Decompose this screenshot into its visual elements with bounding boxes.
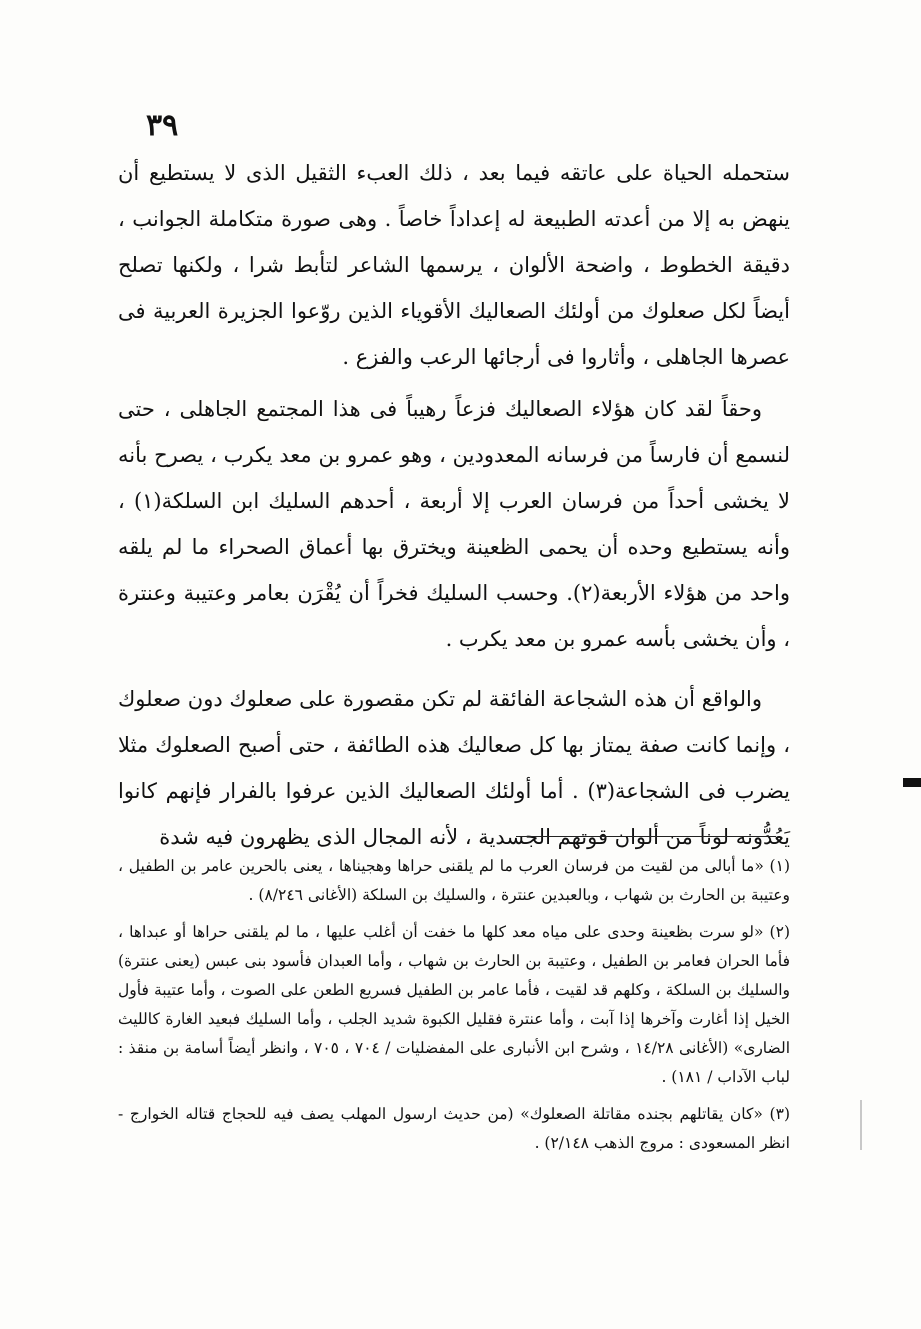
footnote-3: (٣) «كان يقاتلهم بجنده مقاتلة الصعلوك» (من حديث ارسول المهلب يصف فيه للحجاج قتاله الخوارج - انظر المسعودى : مروج الذهب ٢/١٤٨) . bbox=[118, 1105, 790, 1152]
footnote-separator bbox=[516, 836, 776, 837]
paragraph-1: ستحمله الحياة على عاتقه فيما بعد ، ذلك العبء الثقيل الذى لا يستطيع أن ينهض به إلا من أعدته الطبيعة له إعداداً خاصاً . وهى صورة متكاملة الجوانب ، دقيقة الخطوط ، واضحة الألوان ، يرسمها الشاعر لتأبط شرا ، ولكنها تصلح أيضاً لكل صعلوك من أولئك الصعاليك الأقوياء الذين روّعوا الجزيرة العربية فى عصرها الجاهلى ، وأثاروا فى أرجائها الرعب والفزع . bbox=[118, 161, 790, 369]
page-number: ٣٩ bbox=[146, 108, 179, 143]
body-text bbox=[118, 150, 790, 860]
scan-artifact-line bbox=[860, 1100, 862, 1150]
footnote-2: (٢) «لو سرت بظعينة وحدى على مياه معد كلها ما خفت أن أغلب عليها ، ما لم يلقنى حراها أو عبداها ، فأما الحران فعامر بن الطفيل ، وعتيبة بن الحارث بن شهاب ، وأما العبدان فأسود بنى عبس (يعنى عنترة) والسليك بن السلكة ، وكلهم قد لقيت ، فأما عامر بن الطفيل فسريع الطعن على الصوت ، وأما عتيبة فأول الخيل إذا أغارت وآخرها إذا آبت ، وأما عنترة فقليل الكبوة شديد الجلب ، وأما السليك فبعيد الغارة كالليث الضارى» (الأغانى ١٤/٢٨ ، وشرح ابن الأنبارى على المفضليات / ٧٠٤ ، ٧٠٥ ، وانظر أيضاً أسامة بن منقذ : لباب الآداب / ١٨١) . bbox=[118, 923, 791, 1086]
footnote-1: (١) «ما أبالى من لقيت من فرسان العرب ما لم يلقنى حراها وهجيناها ، يعنى بالحرين عامر بن الطفيل ، وعتيبة بن الحارث بن شهاب ، وبالعبدين عنترة ، والسليك بن السلكة (الأغانى ٨/٢٤٦) . bbox=[118, 857, 790, 904]
paragraph-3: والواقع أن هذه الشجاعة الفائقة لم تكن مقصورة على صعلوك دون صعلوك ، وإنما كانت صفة يمتاز بها كل صعاليك هذه الطائفة ، حتى أصبح الصعلوك مثلا يضرب فى الشجاعة(٣) . أما أولئك الصعاليك الذين عرفوا بالفرار فإنهم كانوا يَعُدُّونه لوناً من ألوان قوتهم الجسدية ، لأنه المجال الذى يظهرون فيه شدة bbox=[118, 687, 791, 849]
scan-edge-mark bbox=[903, 778, 921, 787]
paragraph-2: وحقاً لقد كان هؤلاء الصعاليك فزعاً رهيباً فى هذا المجتمع الجاهلى ، حتى لنسمع أن فارساً من فرسانه المعدودين ، وهو عمرو بن معد يكرب ، يصرح بأنه لا يخشى أحداً من فرسان العرب إلا أربعة ، أحدهم السليك ابن السلكة(١) ، وأنه يستطيع وحده أن يحمى الظعينة ويخترق بها أعماق الصحراء ما لم يلقه واحد من هؤلاء الأربعة(٢). وحسب السليك فخراً أن يُقْرَن بعامر وعتيبة وعنترة ، وأن يخشى بأسه عمرو بن معد يكرب . bbox=[118, 397, 790, 651]
footnotes bbox=[118, 852, 790, 1158]
